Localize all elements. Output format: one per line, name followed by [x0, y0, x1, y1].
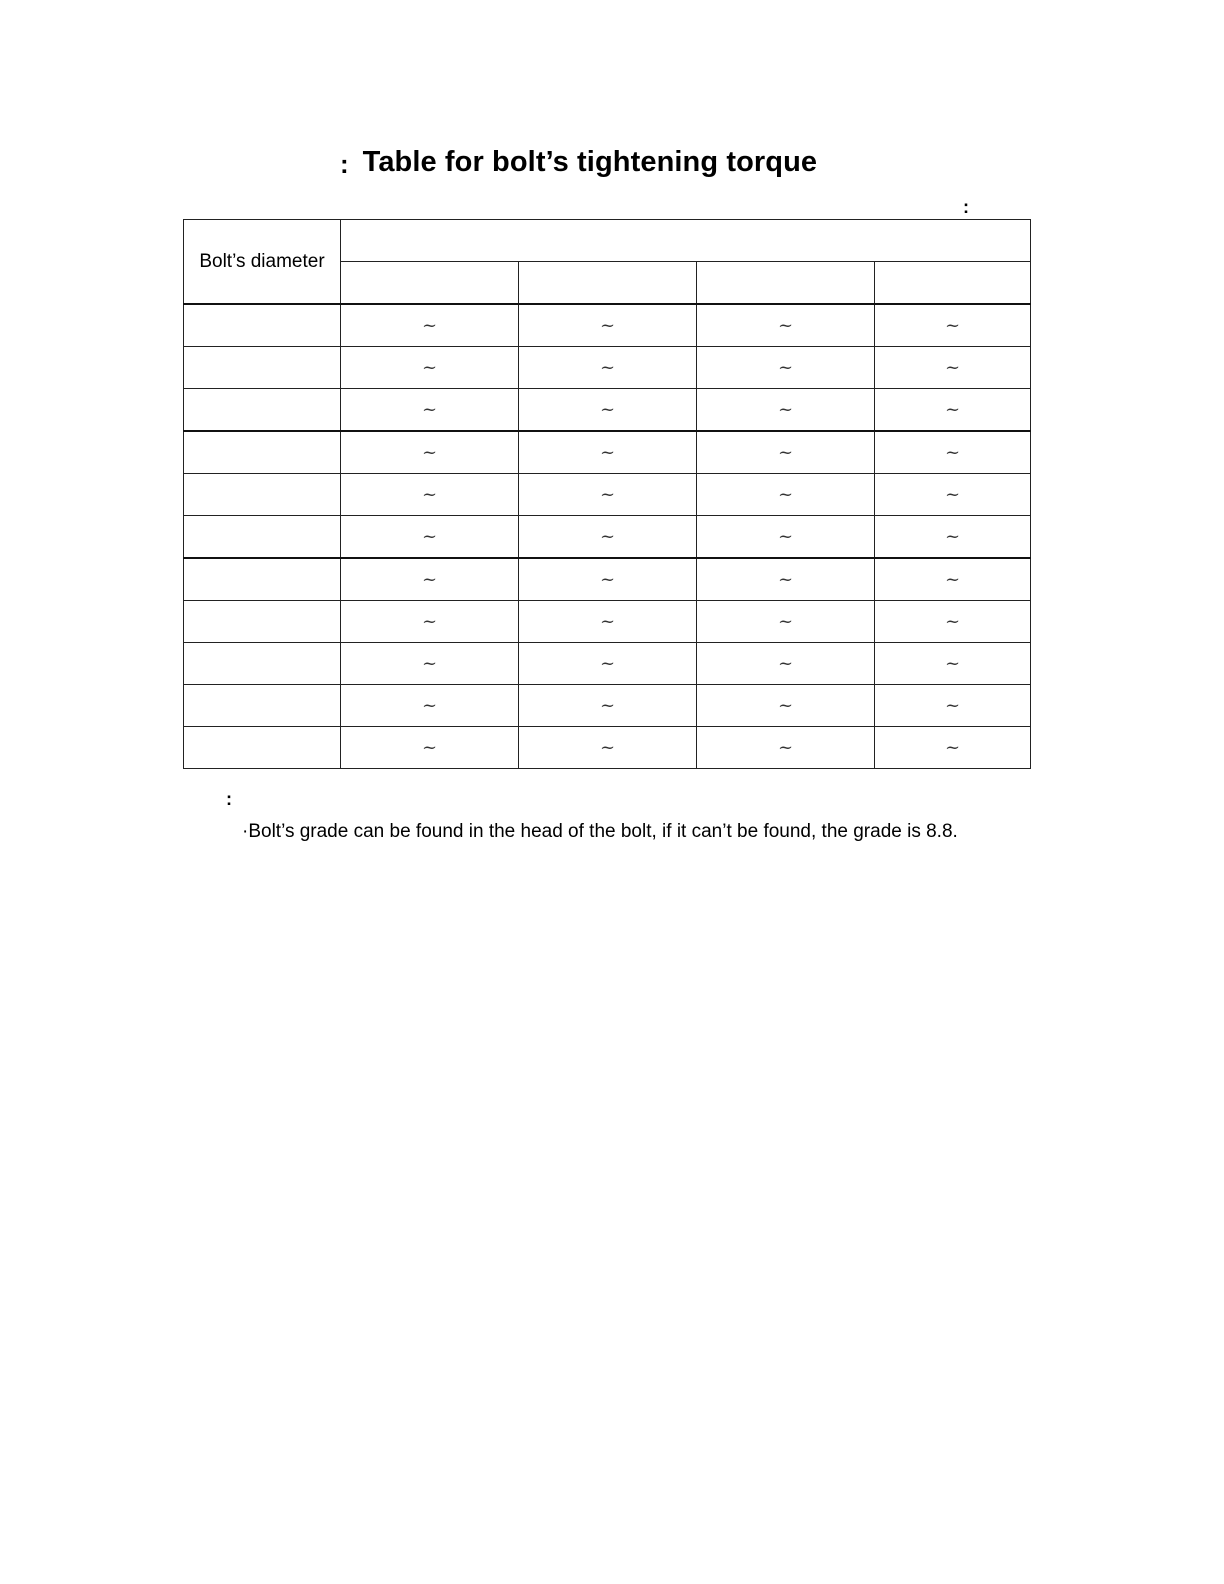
torque-range-cell: ~ [875, 474, 1031, 516]
title-colon: : [340, 148, 349, 179]
bolt-diameter-cell [184, 389, 341, 432]
torque-range-cell: ~ [519, 304, 697, 347]
table-row [184, 685, 1031, 727]
torque-range-cell: ~ [875, 304, 1031, 347]
table-row [184, 431, 1031, 474]
torque-range-cell: ~ [697, 431, 875, 474]
torque-range-cell: ~ [875, 347, 1031, 389]
torque-range-cell: ~ [341, 431, 519, 474]
torque-range-cell: ~ [519, 474, 697, 516]
torque-range-cell: ~ [341, 389, 519, 432]
torque-range-cell: ~ [519, 347, 697, 389]
torque-range-cell: ~ [875, 601, 1031, 643]
bolt-diameter-cell [184, 516, 341, 559]
torque-range-cell: ~ [519, 558, 697, 601]
torque-range-cell: ~ [697, 643, 875, 685]
table-row [184, 516, 1031, 559]
torque-range-cell: ~ [875, 516, 1031, 559]
table-row [184, 304, 1031, 347]
table-row [184, 643, 1031, 685]
torque-range-cell: ~ [697, 727, 875, 769]
torque-range-cell: ~ [875, 727, 1031, 769]
grade-column-header [519, 262, 697, 305]
torque-range-cell: ~ [519, 643, 697, 685]
torque-range-cell: ~ [697, 389, 875, 432]
title-text: Table for bolt’s tightening torque [362, 145, 818, 178]
grade-column-header [341, 262, 519, 305]
torque-range-cell: ~ [341, 727, 519, 769]
torque-range-cell: ~ [519, 601, 697, 643]
torque-range-cell: ~ [519, 389, 697, 432]
bolt-diameter-cell [184, 727, 341, 769]
bolt-diameter-cell [184, 474, 341, 516]
table-row [184, 558, 1031, 601]
torque-range-cell: ~ [519, 685, 697, 727]
torque-range-cell: ~ [697, 304, 875, 347]
note-colon: : [226, 789, 232, 809]
bolt-diameter-cell [184, 685, 341, 727]
unit-label-colon: : [963, 197, 969, 217]
bolt-diameter-cell [184, 601, 341, 643]
torque-range-cell: ~ [519, 727, 697, 769]
table-row [184, 601, 1031, 643]
torque-range-cell: ~ [341, 685, 519, 727]
torque-range-cell: ~ [875, 643, 1031, 685]
grade-group-header [341, 220, 1031, 262]
torque-range-cell: ~ [341, 304, 519, 347]
torque-range-cell: ~ [697, 685, 875, 727]
grade-column-header [875, 262, 1031, 305]
bolt-diameter-header: Bolt’s diameter [184, 220, 341, 305]
torque-range-cell: ~ [519, 516, 697, 559]
torque-range-cell: ~ [875, 431, 1031, 474]
table-row [184, 727, 1031, 769]
bolt-diameter-cell [184, 558, 341, 601]
torque-range-cell: ~ [875, 389, 1031, 432]
torque-range-cell: ~ [519, 431, 697, 474]
torque-range-cell: ~ [697, 601, 875, 643]
torque-range-cell: ~ [875, 685, 1031, 727]
torque-range-cell: ~ [341, 601, 519, 643]
grade-column-header [697, 262, 875, 305]
torque-range-cell: ~ [341, 516, 519, 559]
table-row [184, 347, 1031, 389]
note-text: ·Bolt’s grade can be found in the head of the bolt, if it can’t be found, the grade is 8.8. [242, 821, 958, 842]
torque-range-cell: ~ [875, 558, 1031, 601]
torque-range-cell: ~ [341, 474, 519, 516]
torque-range-cell: ~ [341, 347, 519, 389]
bolt-diameter-cell [184, 304, 341, 347]
bolt-diameter-cell [184, 347, 341, 389]
bolt-diameter-cell [184, 431, 341, 474]
bolt-diameter-cell [184, 643, 341, 685]
torque-range-cell: ~ [697, 474, 875, 516]
torque-range-cell: ~ [697, 516, 875, 559]
table-row [184, 389, 1031, 432]
table-row [184, 474, 1031, 516]
torque-range-cell: ~ [697, 347, 875, 389]
torque-range-cell: ~ [697, 558, 875, 601]
page-title [340, 142, 817, 182]
torque-table [183, 219, 1031, 769]
torque-range-cell: ~ [341, 643, 519, 685]
torque-range-cell: ~ [341, 558, 519, 601]
